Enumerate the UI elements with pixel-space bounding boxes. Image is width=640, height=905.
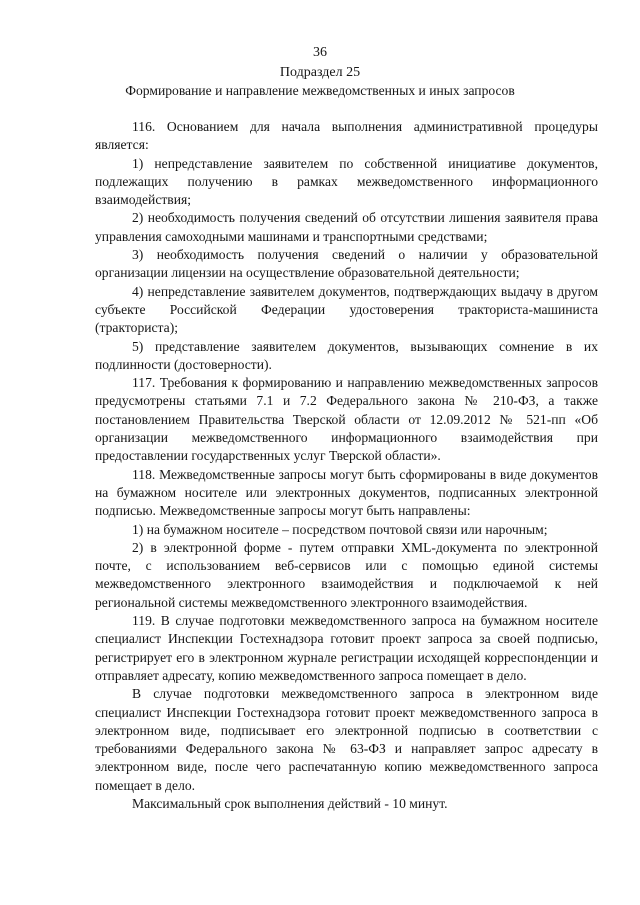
paragraph-116-item-5: 5) представление заявителем документов, вызывающих сомнение в их подлинности (достоверности).	[95, 338, 598, 372]
paragraph-116-item-3: 3) необходимость получения сведений о наличии у образовательной организации лицензии на осуществление образовательной деятельности;	[95, 247, 598, 281]
paragraph-118: 118. Межведомственные запросы могут быть сформированы в виде документов на бумажном носителе или электронных документов, подписанных электронной подписью. Межведомственные запросы могут быть направлены:	[95, 466, 598, 519]
section-heading: Формирование и направление межведомственных и иных запросов	[125, 83, 515, 98]
paragraph-119-electronic: В случае подготовки межведомственного запроса в электронном виде специалист Инспекции Гостехнадзора готовит проект межведомственного запроса в электронном виде, подписывает его электронной подписью в соответствии с требованиями Федерального закона № 63-ФЗ и направляет запрос адресату в электронном виде, после чего распечатанную копию межведомственного запроса помещает в дело.	[95, 686, 598, 793]
page-number: 36	[313, 45, 327, 60]
paragraph-118-item-2: 2) в электронной форме - путем отправки XML-документа по электронной почте, с использованием веб-сервисов или с помощью единой системы межведомственного электронного взаимодействия и подключаемой к ней региональной системы межведомственного электронного взаимодействия.	[95, 539, 598, 610]
paragraph-116-item-1: 1) непредставление заявителем по собственной инициативе документов, подлежащих получению в рамках межведомственного информационного взаимодействия;	[95, 155, 598, 208]
subsection-title: Подраздел 25	[279, 65, 361, 80]
paragraph-116-item-2: 2) необходимость получения сведений об отсутствии лишения заявителя права управления самоходными машинами и транспортными средствами;	[95, 210, 598, 244]
paragraph-118-item-1: 1) на бумажном носителе – посредством почтовой связи или нарочным;	[132, 521, 548, 537]
paragraph-116-item-4: 4) непредставление заявителем документов, подтверждающих выдачу в другом субъекте Российской Федерации удостоверения тракториста-машиниста (тракториста);	[95, 283, 598, 336]
paragraph-116: 116. Основанием для начала выполнения административной процедуры является:	[95, 119, 598, 153]
paragraph-max-time: Максимальный срок выполнения действий - 10 минут.	[132, 795, 448, 811]
paragraph-119: 119. В случае подготовки межведомственного запроса на бумажном носителе специалист Инспекции Гостехнадзора готовит проект запроса за своей подписью, регистрирует его в электронном журнале регистрации исходящей корреспонденции и отправляет адресату, копию межведомственного запроса помещает в дело.	[95, 613, 598, 683]
body-text	[95, 118, 598, 813]
paragraph-117: 117. Требования к формированию и направлению межведомственных запросов предусмотрены статьями 7.1 и 7.2 Федерального закона № 210-ФЗ, а также постановлением Правительства Тверской области от 12.09.2012 № 521-пп «Об организации межведомственного информационного взаимодействия при предоставлении государственных услуг Тверской области».	[95, 375, 598, 464]
